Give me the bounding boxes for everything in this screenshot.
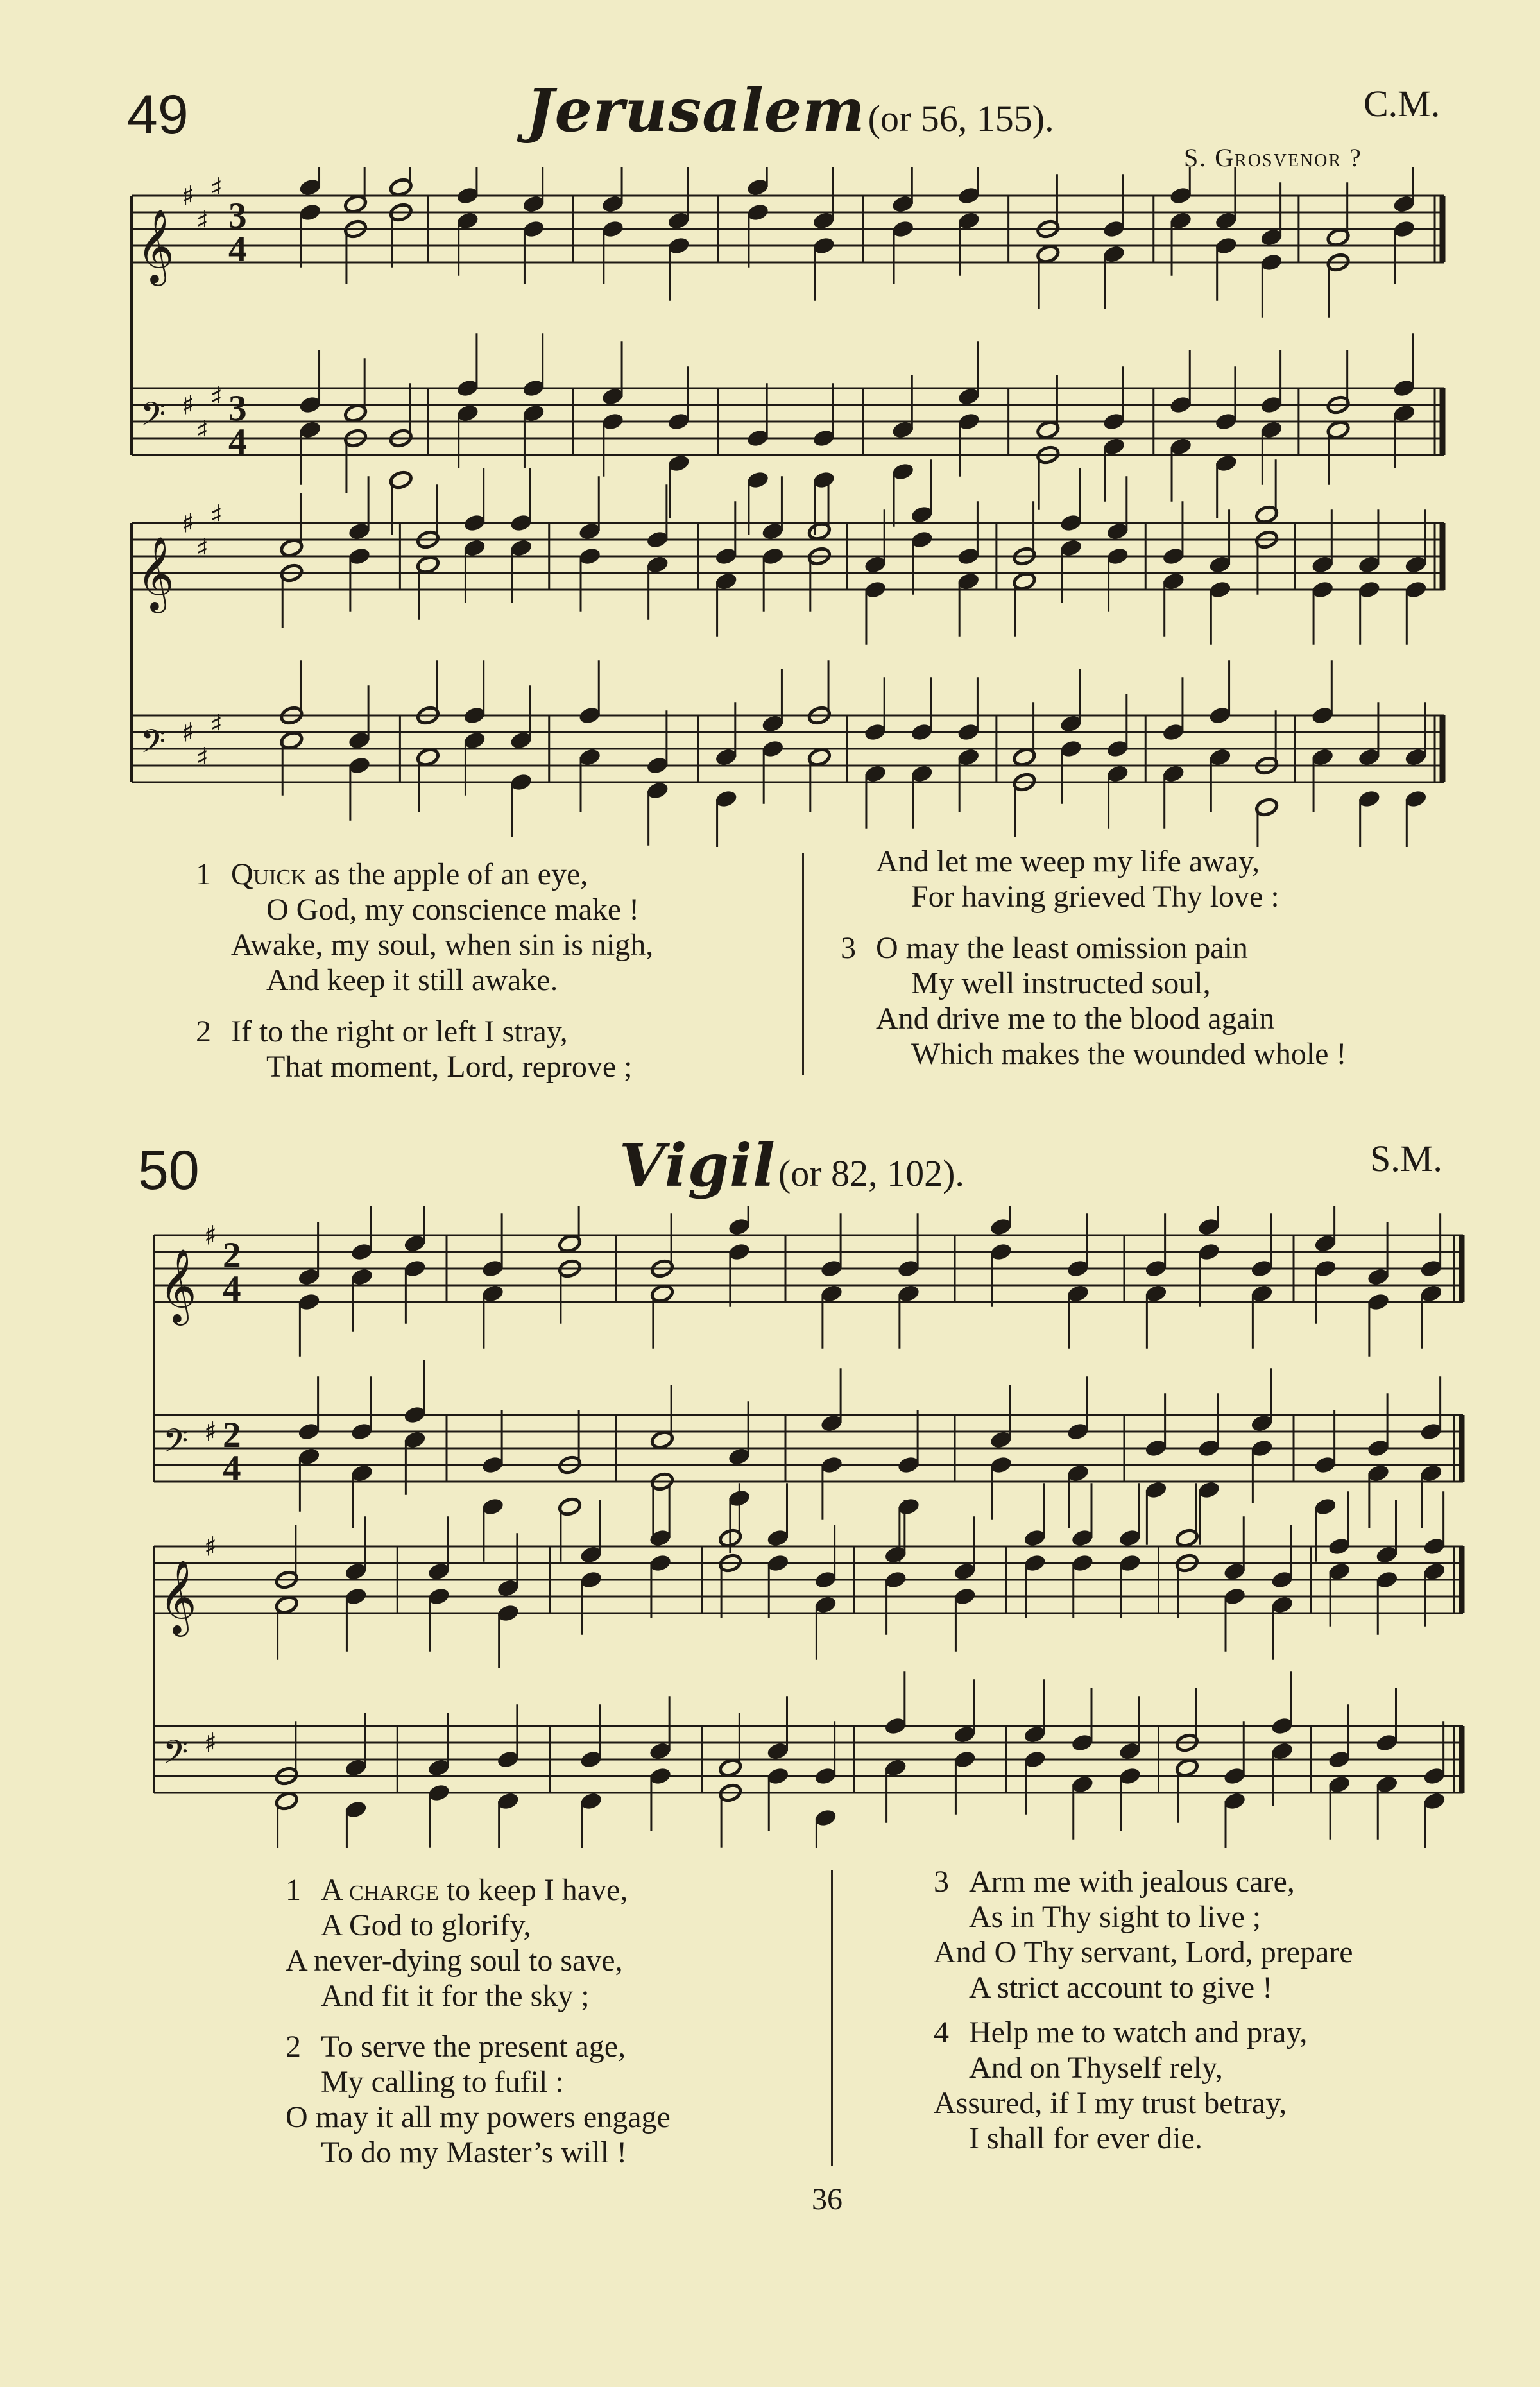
sharp-sign: ♯ — [196, 532, 209, 564]
treble-clef: 𝄞 — [137, 536, 175, 610]
bass-clef: 𝄢 — [163, 1733, 189, 1779]
sharp-sign: ♯ — [182, 180, 195, 212]
column-divider — [802, 853, 804, 1075]
time-signature-bottom: 4 — [228, 229, 247, 270]
treble-clef: 𝄞 — [159, 1560, 197, 1634]
time-signature-bottom: 4 — [223, 1269, 241, 1309]
sharp-sign: ♯ — [204, 1727, 218, 1759]
sharp-sign: ♯ — [182, 507, 195, 539]
time-signature-bottom: 4 — [223, 1448, 241, 1489]
treble-clef: 𝄞 — [137, 209, 175, 283]
hymn-title-line — [526, 76, 1054, 145]
page-number: 36 — [812, 2182, 843, 2216]
time-signature-top: 2 — [223, 1235, 241, 1276]
sharp-sign: ♯ — [210, 171, 223, 203]
sharp-sign: ♯ — [196, 741, 209, 773]
column-divider — [831, 1870, 833, 2166]
time-signature-top: 2 — [223, 1415, 241, 1455]
verse-3: 3 Arm me with jealous care, As in Thy sight to live ; And O Thy servant, Lord, prepare A strict account to give ! — [934, 1865, 1353, 2005]
alternate-tunes: (or 56, 155). — [868, 98, 1054, 139]
verse-4: 4 Help me to watch and pray, And on Thyself rely, Assured, if I my trust betray, I shall for ever die. — [934, 2015, 1308, 2155]
verse-1: 1 A charge to keep I have, A God to glorify, A never-dying soul to save, And fit it for the sky ; — [286, 1873, 628, 2013]
sharp-sign: ♯ — [182, 389, 195, 421]
alternate-tunes: (or 82, 102). — [778, 1152, 964, 1194]
meter: C.M. — [1364, 83, 1441, 124]
sharp-sign: ♯ — [210, 499, 223, 531]
treble-clef: 𝄞 — [159, 1249, 197, 1322]
verse-2-start: 2 If to the right or left I stray, That moment, Lord, reprove ; — [196, 1014, 633, 1084]
time-signature-top: 3 — [228, 388, 247, 429]
sharp-sign: ♯ — [204, 1416, 218, 1448]
music-score-hymn-50 — [0, 1206, 1540, 1848]
bass-clef: 𝄢 — [141, 723, 166, 769]
hymn-number: 49 — [127, 84, 189, 146]
sharp-sign: ♯ — [204, 1530, 218, 1562]
staff — [132, 523, 1444, 590]
bass-clef: 𝄢 — [163, 1422, 189, 1468]
bass-clef: 𝄢 — [141, 395, 166, 441]
hymn-number: 50 — [138, 1140, 200, 1201]
sharp-sign: ♯ — [182, 716, 195, 748]
staff — [154, 1726, 1463, 1793]
verse-1: 1 Quick as the apple of an eye, O God, my conscience make ! Awake, my soul, when sin is nigh, And keep it still awake. — [196, 857, 654, 997]
staff — [132, 196, 1444, 262]
sharp-sign: ♯ — [196, 205, 209, 237]
tune-name: Jerusalem — [526, 76, 866, 145]
verse-2: 2 To serve the present age, My calling to fufil : O may it all my powers engage To do my Master’s will ! — [286, 2030, 671, 2169]
tune-name: Vigil — [619, 1131, 776, 1200]
sharp-sign: ♯ — [210, 708, 223, 740]
meter: S.M. — [1370, 1138, 1442, 1179]
verse-3: 3 O may the least omission pain My well instructed soul, And drive me to the blood again Which makes the wounded whole ! — [841, 931, 1347, 1071]
sharp-sign: ♯ — [210, 381, 223, 413]
staff — [132, 715, 1444, 782]
sharp-sign: ♯ — [196, 414, 209, 446]
verse-2-end: And let me weep my life away, For having grieved Thy love : — [876, 844, 1279, 914]
sharp-sign: ♯ — [204, 1219, 218, 1251]
composer: S. Grosvenor ? — [1184, 143, 1362, 172]
music-score-hymn-49 — [0, 167, 1540, 847]
time-signature-bottom: 4 — [228, 422, 247, 462]
hymn-title-line — [619, 1131, 964, 1200]
staff — [132, 388, 1444, 455]
time-signature-top: 3 — [228, 196, 247, 236]
